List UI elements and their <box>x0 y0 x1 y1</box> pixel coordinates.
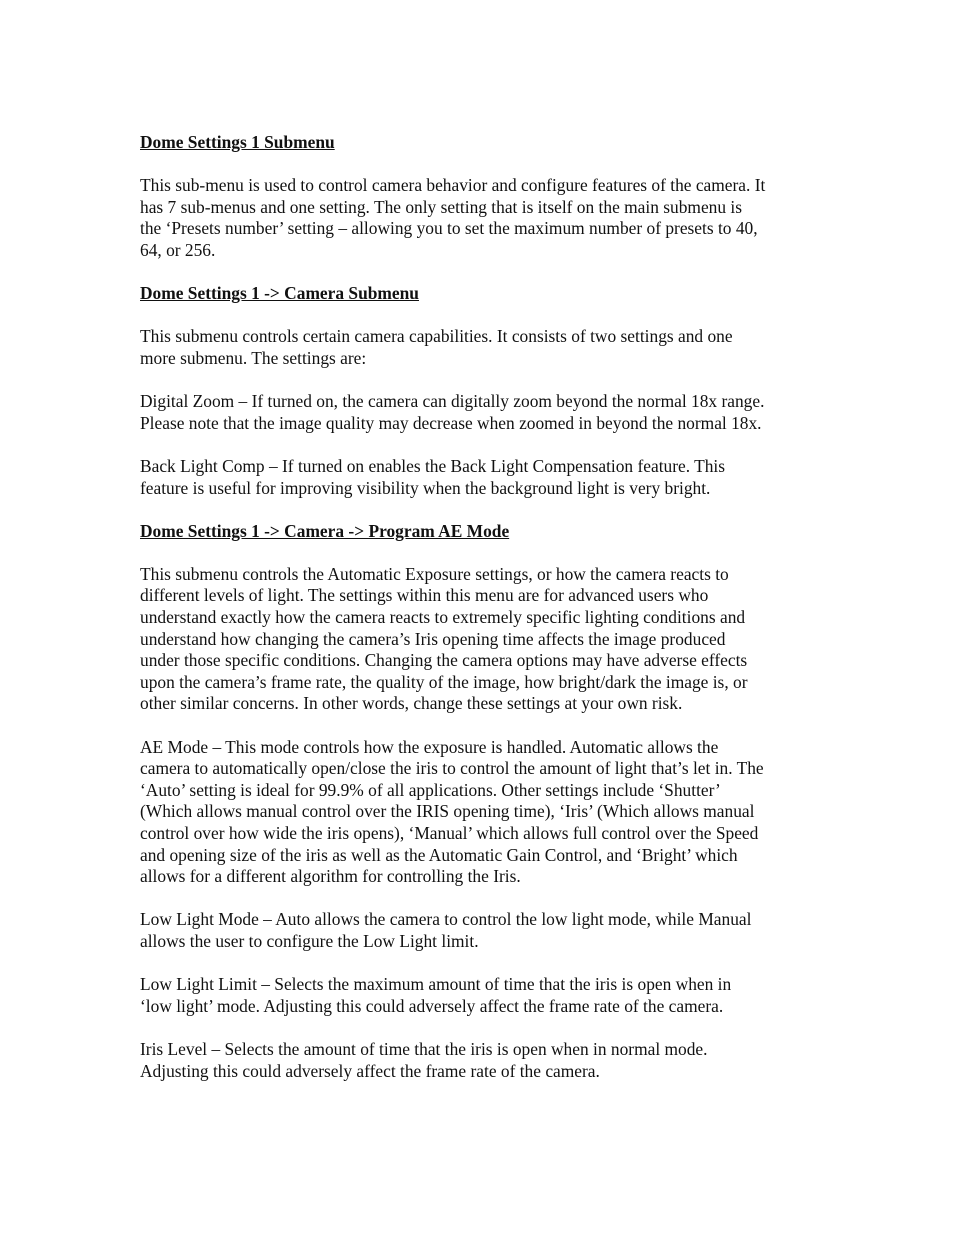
text-line: has 7 sub-menus and one setting. The only setting that is itself on the main submenu is <box>140 196 742 217</box>
section-program-ae-mode <box>140 521 816 1082</box>
paragraph-iris-level <box>140 1039 816 1082</box>
text-line: upon the camera’s frame rate, the quality of the image, how bright/dark the image is, or <box>140 671 748 692</box>
paragraph-gap <box>140 888 816 910</box>
paragraph-low-light-limit <box>140 974 816 1017</box>
paragraph <box>140 326 816 369</box>
paragraph-gap <box>140 953 816 975</box>
paragraph-gap <box>140 262 816 284</box>
section-camera-submenu <box>140 283 816 521</box>
text-line: more submenu. The settings are: <box>140 347 367 368</box>
text-line: Adjusting this could adversely affect the frame rate of the camera. <box>140 1060 600 1081</box>
text-line: the ‘Presets number’ setting – allowing you to set the maximum number of presets to 40, <box>140 218 758 239</box>
text-line: Digital Zoom – If turned on, the camera can digitally zoom beyond the normal 18x range. <box>140 391 765 412</box>
text-line: different levels of light. The settings within this menu are for advanced users who <box>140 585 709 606</box>
paragraph-gap <box>140 370 816 392</box>
paragraph-low-light-mode <box>140 909 816 952</box>
text-line: (Which allows manual control over the IRIS opening time), ‘Iris’ (Which allows manual <box>140 801 755 822</box>
text-line: allows the user to configure the Low Light limit. <box>140 930 479 951</box>
text-line: This submenu controls certain camera capabilities. It consists of two settings and one <box>140 326 733 347</box>
text-line: allows for a different algorithm for controlling the Iris. <box>140 866 521 887</box>
text-line: Back Light Comp – If turned on enables the Back Light Compensation feature. This <box>140 455 726 476</box>
text-line: ‘Auto’ setting is ideal for 99.9% of all applications. Other settings include ‘Shutter’ <box>140 779 721 800</box>
text-line: understand exactly how the camera reacts to extremely specific lighting conditions and <box>140 607 746 628</box>
paragraph-back-light-comp <box>140 456 816 499</box>
text-line: camera to automatically open/close the iris to control the amount of light that’s let in. The <box>140 758 764 779</box>
section-heading: Dome Settings 1 Submenu <box>140 132 335 152</box>
text-line: This sub-menu is used to control camera behavior and configure features of the camera. It <box>140 175 766 196</box>
paragraph-gap <box>140 434 816 456</box>
text-line: feature is useful for improving visibility when the background light is very bright. <box>140 477 711 498</box>
text-line: understand how changing the camera’s Iris opening time affects the image produced <box>140 628 726 649</box>
text-line: This submenu controls the Automatic Exposure settings, or how the camera reacts to <box>140 563 729 584</box>
paragraph <box>140 175 816 261</box>
text-line: Iris Level – Selects the amount of time that the iris is open when in normal mode. <box>140 1038 708 1059</box>
text-line: Please note that the image quality may decrease when zoomed in beyond the normal 18x. <box>140 412 762 433</box>
document-page <box>140 132 816 1082</box>
paragraph-ae-mode <box>140 737 816 888</box>
paragraph-gap <box>140 499 816 521</box>
text-line: 64, or 256. <box>140 239 216 260</box>
paragraph <box>140 564 816 715</box>
section-heading: Dome Settings 1 -> Camera Submenu <box>140 283 419 304</box>
text-line: ‘low light’ mode. Adjusting this could adversely affect the frame rate of the camera. <box>140 995 724 1016</box>
paragraph-gap <box>140 715 816 737</box>
paragraph-gap <box>140 542 816 564</box>
text-line: Low Light Limit – Selects the maximum amount of time that the iris is open when in <box>140 974 732 995</box>
text-line: Low Light Mode – Auto allows the camera to control the low light mode, while Manual <box>140 909 752 930</box>
text-line: control over how wide the iris opens), ‘Manual’ which allows full control over the Speed <box>140 823 759 843</box>
paragraph-gap <box>140 154 816 176</box>
text-line: under those specific conditions. Changing the camera options may have adverse effects <box>140 650 748 671</box>
text-line: AE Mode – This mode controls how the exposure is handled. Automatic allows the <box>140 736 719 757</box>
section-heading: Dome Settings 1 -> Camera -> Program AE Mode <box>140 520 510 541</box>
section-dome-settings-1 <box>140 132 816 283</box>
text-line: and opening size of the iris as well as the Automatic Gain Control, and ‘Bright’ which <box>140 844 738 865</box>
paragraph-gap <box>140 1017 816 1039</box>
text-line: other similar concerns. In other words, change these settings at your own risk. <box>140 693 683 714</box>
paragraph-gap <box>140 305 816 327</box>
paragraph-digital-zoom <box>140 391 816 434</box>
